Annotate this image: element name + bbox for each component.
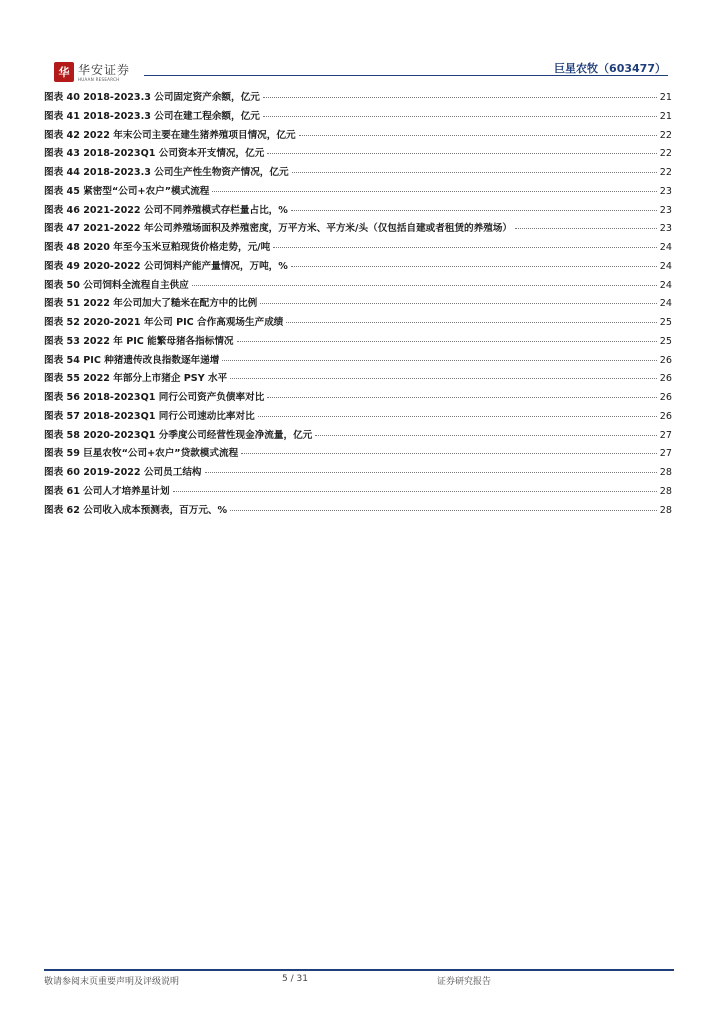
toc-entry-page: 21 — [659, 92, 672, 103]
toc-entry-page: 27 — [659, 429, 672, 441]
toc-entry[interactable] — [44, 295, 672, 314]
toc-entry-label: 图表 54 PIC 种猪遗传改良指数逐年递增 — [44, 354, 220, 366]
brand-name: 华安证券 — [78, 63, 131, 77]
toc-entry-page: 24 — [659, 279, 672, 291]
toc-entry-page: 23 — [659, 185, 672, 197]
toc-entry-label: 图表 40 2018-2023.3 公司固定资产余额，亿元 — [44, 92, 260, 103]
toc-entry-page: 28 — [659, 485, 672, 497]
toc-entry[interactable] — [44, 314, 672, 333]
toc-entry-label: 图表 55 2022 年部分上市猪企 PSY 水平 — [44, 373, 228, 385]
toc-entry-page: 22 — [659, 167, 672, 178]
toc-entry-label: 图表 49 2020-2022 公司饲料产能产量情况，万吨，% — [44, 260, 288, 272]
toc-entry-page: 25 — [659, 335, 672, 347]
toc-entry-page: 28 — [659, 504, 672, 516]
figure-index-list — [44, 89, 672, 520]
page-number: 5 / 31 — [282, 974, 308, 984]
toc-entry-page: 24 — [659, 242, 672, 253]
toc-entry[interactable] — [44, 483, 672, 502]
dot-leader — [515, 228, 657, 229]
toc-entry-label: 图表 48 2020 年至今玉米豆粕现货价格走势，元/吨 — [44, 242, 271, 253]
toc-entry[interactable] — [44, 202, 672, 221]
footer-divider — [44, 969, 674, 971]
toc-entry-label: 图表 51 2022 年公司加大了糙米在配方中的比例 — [44, 298, 258, 310]
toc-entry-page: 23 — [659, 204, 672, 216]
dot-leader — [292, 172, 657, 173]
toc-entry[interactable] — [44, 389, 672, 408]
page-header — [44, 58, 676, 82]
toc-entry-label: 图表 41 2018-2023.3 公司在建工程余额，亿元 — [44, 110, 260, 122]
dot-leader — [291, 210, 657, 211]
toc-entry[interactable] — [44, 352, 672, 371]
toc-entry-label: 图表 52 2020-2021 年公司 PIC 合作高观场生产成绩 — [44, 317, 284, 328]
logo-glyph: 华 — [58, 65, 70, 79]
toc-entry[interactable] — [44, 164, 672, 183]
huaan-logo — [54, 62, 74, 82]
toc-entry[interactable] — [44, 183, 672, 202]
toc-entry-page: 22 — [659, 148, 672, 160]
toc-entry[interactable] — [44, 333, 672, 352]
toc-entry-label: 图表 43 2018-2023Q1 公司资本开支情况，亿元 — [44, 148, 265, 160]
toc-entry-label: 图表 62 公司收入成本预测表，百万元、% — [44, 504, 228, 516]
toc-entry[interactable] — [44, 445, 672, 464]
dot-leader — [315, 435, 657, 436]
toc-entry[interactable] — [44, 408, 672, 427]
dot-leader — [291, 266, 657, 267]
toc-entry-page: 26 — [659, 410, 672, 422]
toc-entry-page: 24 — [659, 260, 672, 272]
toc-entry[interactable] — [44, 427, 672, 446]
toc-entry[interactable] — [44, 370, 672, 389]
toc-entry-page: 21 — [659, 110, 672, 122]
toc-entry[interactable] — [44, 220, 672, 239]
toc-entry-page: 22 — [659, 129, 672, 141]
brand-subtitle: HUAAN RESEARCH — [78, 77, 120, 82]
footer-report-type: 证券研究报告 — [437, 977, 492, 987]
dot-leader — [241, 453, 657, 454]
toc-entry-page: 28 — [659, 467, 672, 478]
toc-entry-page: 26 — [659, 373, 672, 385]
dot-leader — [173, 491, 657, 492]
toc-entry[interactable] — [44, 464, 672, 483]
toc-entry-label: 图表 56 2018-2023Q1 同行公司资产负债率对比 — [44, 392, 265, 403]
toc-entry-label: 图表 47 2021-2022 年公司养殖场面积及养殖密度，万平方米、平方米/头（仅包括自建或者租赁的养殖场） — [44, 223, 513, 235]
toc-entry-page: 26 — [659, 354, 672, 366]
toc-entry[interactable] — [44, 277, 672, 296]
toc-entry-label: 图表 50 公司饲料全流程自主供应 — [44, 279, 189, 291]
dot-leader — [273, 247, 657, 248]
toc-entry-label: 图表 60 2019-2022 公司员工结构 — [44, 467, 202, 478]
toc-entry[interactable] — [44, 239, 672, 258]
toc-entry-page: 23 — [659, 223, 672, 235]
toc-entry-label: 图表 45 紧密型“公司+农户”模式流程 — [44, 185, 210, 197]
toc-entry[interactable] — [44, 258, 672, 277]
dot-leader — [263, 97, 657, 98]
dot-leader — [212, 191, 656, 192]
dot-leader — [192, 285, 657, 286]
toc-entry-label: 图表 42 2022 年末公司主要在建生猪养殖项目情况，亿元 — [44, 129, 296, 141]
toc-entry[interactable] — [44, 108, 672, 127]
report-title: 巨星农牧（603477） — [554, 62, 666, 75]
dot-leader — [237, 341, 657, 342]
toc-entry[interactable] — [44, 145, 672, 164]
toc-entry-label: 图表 44 2018-2023.3 公司生产性生物资产情况，亿元 — [44, 167, 289, 178]
dot-leader — [205, 472, 657, 473]
toc-entry-label: 图表 61 公司人才培养星计划 — [44, 485, 170, 497]
toc-entry[interactable] — [44, 89, 672, 108]
dot-leader — [258, 416, 657, 417]
dot-leader — [267, 397, 656, 398]
dot-leader — [299, 135, 657, 136]
toc-entry-label: 图表 53 2022 年 PIC 能繁母猪各指标情况 — [44, 335, 234, 347]
dot-leader — [286, 322, 656, 323]
dot-leader — [260, 303, 657, 304]
toc-entry-page: 27 — [659, 448, 672, 460]
footer-disclaimer: 敬请参阅末页重要声明及评级说明 — [44, 977, 180, 987]
dot-leader — [263, 116, 657, 117]
toc-entry-page: 24 — [659, 298, 672, 310]
dot-leader — [230, 510, 657, 511]
toc-entry-page: 25 — [659, 317, 672, 328]
toc-entry-label: 图表 58 2020-2023Q1 分季度公司经营性现金净流量，亿元 — [44, 429, 313, 441]
toc-entry-page: 26 — [659, 392, 672, 403]
dot-leader — [230, 378, 657, 379]
toc-entry-label: 图表 59 巨星农牧“公司+农户”贷款模式流程 — [44, 448, 239, 460]
toc-entry-label: 图表 57 2018-2023Q1 同行公司速动比率对比 — [44, 410, 255, 422]
toc-entry-label: 图表 46 2021-2022 公司不同养殖模式存栏量占比，% — [44, 204, 288, 216]
toc-entry[interactable] — [44, 502, 672, 521]
toc-entry[interactable] — [44, 127, 672, 146]
dot-leader — [267, 153, 656, 154]
dot-leader — [222, 360, 656, 361]
